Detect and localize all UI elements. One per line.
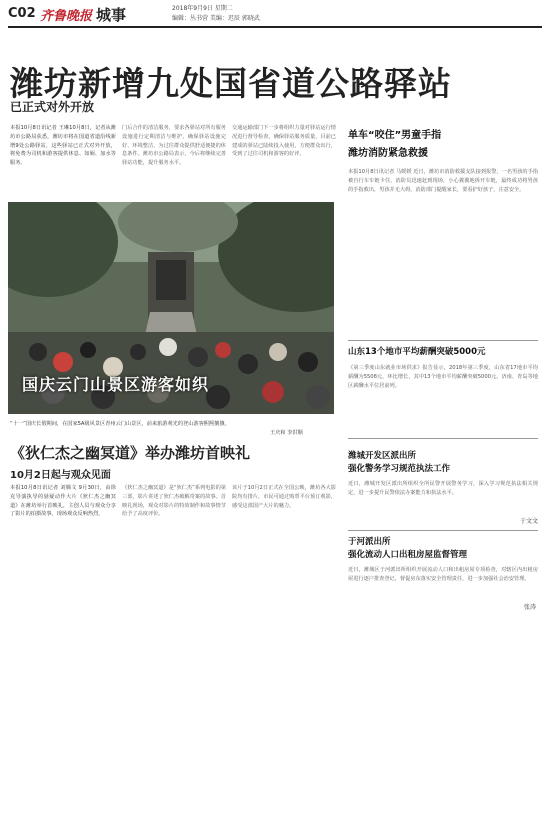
photo-caption: “十一”国庆长假期间，在国家5A级风景区青州云门山景区，前来旅游观光的登山游客熙熙攘攘。 — [10, 421, 230, 427]
main-article-col2: 门后合作的清洁服务，要求各驿站对所有服务设施进行定期清洁与维护，确保驿站设施完好、环境整洁，为过往群众提供舒适便捷的休息条件。潍坊市公路局表示，今后将继续完善驿站功能，提升服务水平。 — [122, 125, 226, 167]
section-name: 城事 — [96, 6, 127, 24]
side-article4-signature: 张涛 — [524, 604, 537, 611]
side-article3-title-line1: 潍城开发区派出所 — [348, 451, 417, 461]
main-headline: 潍坊新增九处国省道公路驿站 — [10, 64, 452, 103]
movie-article-col2: 《狄仁杰之幽冥道》是“狄仁杰”系列电影的第三部，影片讲述了狄仁杰破解奇案的故事。首映礼现场，观众对影片的特效制作和故事情节给予了高度评价。 — [122, 485, 226, 518]
main-subheadline: 已正式对外开放 — [10, 100, 95, 114]
side-divider-2 — [348, 438, 538, 439]
newspaper-logo: 齐鲁晚报 — [40, 9, 93, 24]
page-number: C02 — [8, 6, 36, 21]
header-rule — [8, 26, 542, 28]
movie-article-col1: 本报10月8日讯记者 刘腾文 9月30日，由徐克导演执导的悬疑动作大片《狄仁杰之幽冥道》在潍坊举行首映礼，主创人员与观众分享了影片的拍摄故事，现场观众反响热烈。 — [10, 485, 116, 518]
main-article-col3: 交通运输部门下一步将组织力量对驿站运行情况进行督导检查，确保驿站服务质量，目前已建成的驿站已陆续投入使用，方便群众出行，受到了过往司机和游客的好评。 — [232, 125, 336, 158]
header-meta — [172, 4, 260, 24]
header-editors: 编辑：丛书营 美编：迟辰 郭晓武 — [172, 15, 260, 22]
side-article2-body: 《第三季度山东就业市场供求》报告显示，2018年第三季度，山东省17地市平均薪酬为5508元，环比增长，其中13个地市平均薪酬突破5000元。济南、青岛等地区薪酬水平位居前列。 — [348, 365, 538, 389]
side-article4-title-line1: 于河派出所 — [348, 537, 391, 547]
side-article1-title-line1: 单车“咬住”男童手指 — [348, 130, 442, 141]
movie-article-headline: 《狄仁杰之幽冥道》举办潍坊首映礼 — [10, 444, 251, 462]
side-divider-3 — [348, 530, 538, 531]
side-article4-body: 近日，潍城区于河派出所组织开展流动人口和出租房屋专项检查，对辖区内出租房屋进行逐户排查登记，督促房东落实安全管理责任，进一步加强社会治安管理。 — [348, 567, 538, 582]
side-article1-title-line2: 潍坊消防紧急救援 — [348, 148, 428, 159]
movie-article-subheadline: 10月2日起与观众见面 — [10, 470, 111, 481]
main-article-col1: 本报10月8日讯记者 王琳10月8日，记者从潍坊市公路局获悉，潍坊市将在国道省道沿线新增9处公路驿站，这些驿站已正式对外开放，将免费为司机和游客提供休息、如厕、加水等服务。 — [10, 125, 116, 167]
side-divider-1 — [348, 340, 538, 341]
side-article3-signature: 于文文 — [520, 518, 539, 525]
side-article2-title: 山东13个地市平均薪酬突破5000元 — [348, 347, 486, 357]
header-date: 2018年9月9日 星期二 — [172, 5, 233, 12]
side-article3-body: 近日，潍城开发区派出所组织全所民警开展警务学习，深入学习规范执法相关规定，进一步提升民警依法办案能力和执法水平。 — [348, 481, 538, 496]
movie-article-col3: 该片于10月2日正式在全国公映，潍坊各大影院均有排片，市民可通过购票平台预订观影，感受这部国产大片的魅力。 — [232, 485, 336, 509]
side-article3-title-line2: 强化警务学习规范执法工作 — [348, 464, 451, 474]
side-article1-body: 本报10月8日讯记者 马媛媛 近日，潍坊市消防救援支队接到报警，一名男孩的手指被自行车车链卡住，消防员迅速赶到现场，小心翼翼地拆开车链，最终成功将男孩的手指救出，男孩并无大碍。消防部门提醒家长，要看护好孩子，注意安全。 — [348, 169, 538, 193]
photo-overlay-title: 国庆云门山景区游客如织 — [22, 375, 210, 394]
photo-credit: 王庆和 李洪顺 — [270, 430, 303, 436]
side-article4-title-line2: 强化流动人口出租房屋监督管理 — [348, 550, 468, 560]
